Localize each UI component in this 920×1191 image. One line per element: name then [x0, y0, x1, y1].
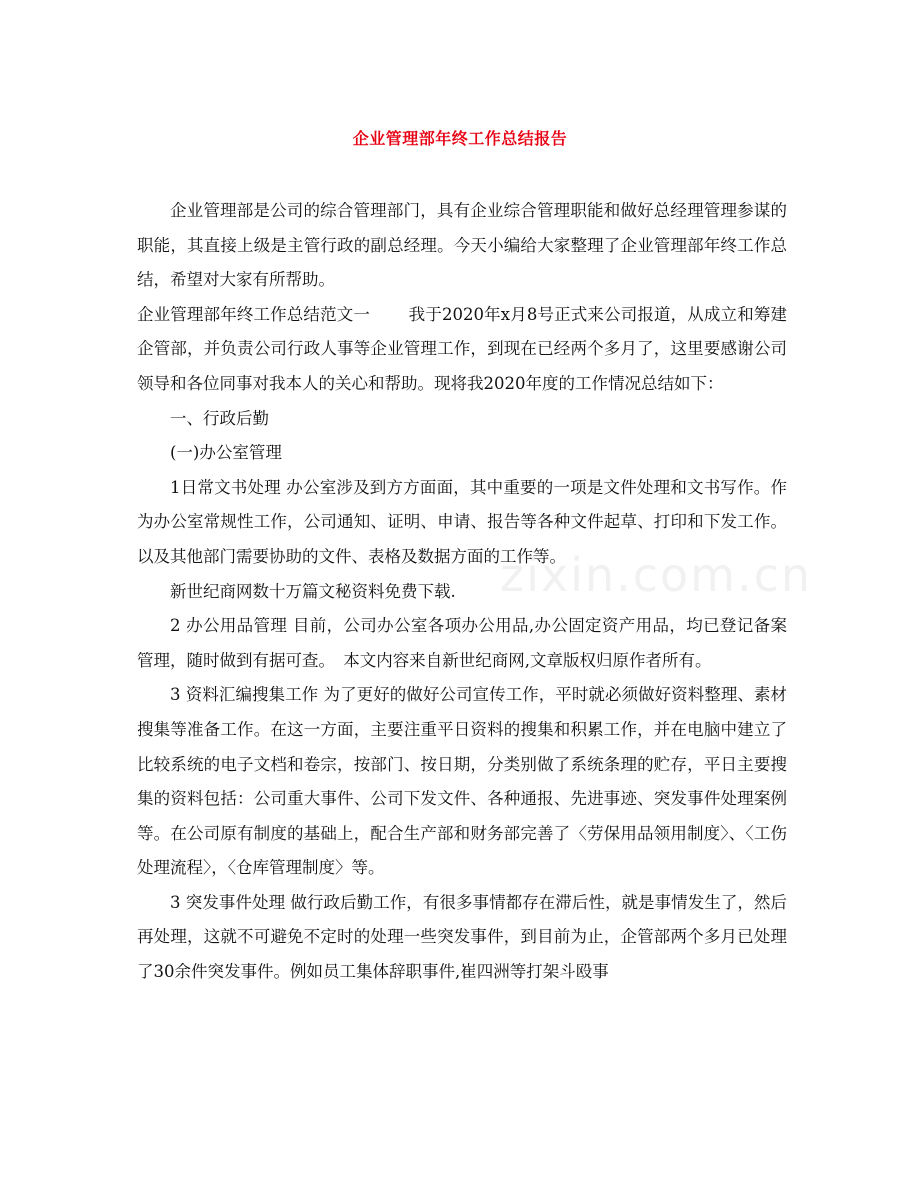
document-body	[137, 194, 787, 990]
section-heading-admin-logistics: 一、行政后勤	[170, 408, 269, 428]
paragraph-sample-one: 企业管理部年终工作总结范文一 我于2020年x月8号正式来公司报道，从成立和筹建企管部，并负责公司行政人事等企业管理工作，到现在已经两个多月了，这里要感谢公司领导和各位同事对我本人的关心和帮助。现将我2020年度的工作情况总结如下：	[137, 304, 787, 393]
watermark-text: zixin.com.cn	[500, 548, 813, 602]
document-title: 企业管理部年终工作总结报告	[352, 129, 568, 148]
paragraph-intro: 企业管理部是公司的综合管理部门，具有企业综合管理职能和做好总经理管理参谋的职能，其直接上级是主管行政的副总经理。今天小编给大家整理了企业管理部年终工作总结，希望对大家有所帮助。	[137, 201, 787, 290]
paragraph-material-collection: 3 资料汇编搜集工作 为了更好的做好公司宣传工作，平时就必须做好资料整理、素材搜集等准备工作。在这一方面，主要注重平日资料的搜集和积累工作，并在电脑中建立了比较系统的电子文档和卷宗，按部门、按日期，分类别做了系统条理的贮存，平日主要搜集的资料包括：公司重大事件、公司下发文件、各种通报、先进事迹、突发事件处理案例等。在公司原有制度的基础上，配合生产部和财务部完善了〈劳保用品领用制度〉、〈工伤处理流程〉，〈仓库管理制度〉等。	[137, 685, 787, 878]
paragraph-daily-documents: 1日常文书处理 办公室涉及到方方面面，其中重要的一项是文件处理和文书写作。作为办公室常规性工作，公司通知、证明、申请、报告等各种文件起草、打印和下发工作。以及其他部门需要协助的文件、表格及数据方面的工作等。	[137, 477, 787, 566]
paragraph-office-supplies: 2 办公用品管理 目前，公司办公室各项办公用品,办公固定资产用品，均已登记备案管理，随时做到有据可查。 本文内容来自新世纪商网,文章版权归原作者所有。	[137, 616, 787, 670]
subsection-heading-office-management: (一)办公室管理	[170, 443, 282, 463]
paragraph-source-note: 新世纪商网数十万篇文秘资料免费下载.	[170, 581, 456, 601]
paragraph-emergency-handling: 3 突发事件处理 做行政后勤工作，有很多事情都存在滞后性，就是事情发生了，然后再处理，这就不可避免不定时的处理一些突发事件，到目前为止，企管部两个多月已处理了30余件突发事件。例如员工集体辞职事件,崔四洲等打架斗殴事	[137, 892, 787, 982]
